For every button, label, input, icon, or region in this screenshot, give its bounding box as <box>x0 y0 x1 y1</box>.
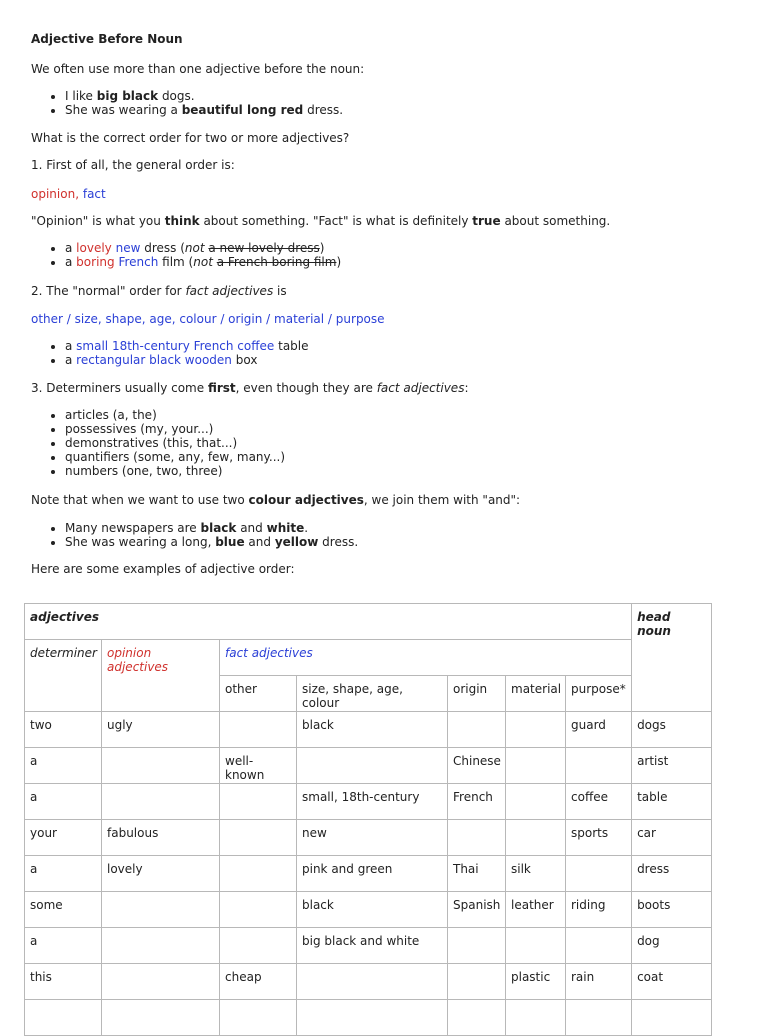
list-item: • articles (a, the) <box>65 408 285 422</box>
examples-intro: Here are some examples of adjective order: <box>31 562 295 576</box>
general-order: opinion, fact <box>31 187 106 201</box>
table-row: some black Spanish leather riding boots <box>25 892 712 928</box>
examples-list-1 <box>31 89 343 117</box>
definition-text: "Opinion" is what you think about something. "Fact" is what is definitely true about something. <box>31 214 611 228</box>
list-item: • Many newspapers are black and white. <box>65 521 358 535</box>
table-row: a small, 18th-century French coffee table <box>25 784 712 820</box>
determiners-list <box>31 408 285 478</box>
opinion-header: opinion adjectives <box>102 640 220 712</box>
list-item: • She was wearing a beautiful long red dress. <box>65 103 343 117</box>
colour-note: Note that when we want to use two colour adjectives, we join them with "and": <box>31 493 521 507</box>
table-row: your fabulous new sports car <box>25 820 712 856</box>
subheader-material: material <box>506 676 566 712</box>
table-row: two ugly black guard dogs <box>25 712 712 748</box>
point-2: 2. The "normal" order for fact adjectives is <box>31 284 287 298</box>
list-item: • a rectangular black wooden box <box>65 353 309 367</box>
list-item: • She was wearing a long, blue and yellow dress. <box>65 535 358 549</box>
list-item: • a lovely new dress (not a new lovely dress) <box>65 241 341 255</box>
normal-order: other / size, shape, age, colour / origin / material / purpose <box>31 312 385 326</box>
list-item: • a small 18th-century French coffee table <box>65 339 309 353</box>
list-item: • quantifiers (some, any, few, many...) <box>65 450 285 464</box>
point-1: 1. First of all, the general order is: <box>31 158 235 172</box>
list-item: • I like big black dogs. <box>65 89 343 103</box>
examples-list-3 <box>31 339 309 367</box>
head-noun-header: head noun <box>632 604 712 712</box>
determiner-header: determiner <box>25 640 102 712</box>
list-item: • demonstratives (this, that...) <box>65 436 285 450</box>
point-3: 3. Determiners usually come first, even though they are fact adjectives: <box>31 381 469 395</box>
subheader-other: other <box>220 676 297 712</box>
table-row: this cheap plastic rain coat <box>25 964 712 1000</box>
subheader-purpose: purpose* <box>566 676 632 712</box>
adjective-order-table <box>24 603 712 1036</box>
subheader-origin: origin <box>448 676 506 712</box>
page-title: Adjective Before Noun <box>31 32 183 46</box>
examples-list-4 <box>31 521 358 549</box>
list-item: • a boring French film (not a French boring film) <box>65 255 341 269</box>
intro-text: We often use more than one adjective before the noun: <box>31 62 365 76</box>
list-item: • possessives (my, your...) <box>65 422 285 436</box>
table-row: a big black and white dog <box>25 928 712 964</box>
table-row: a lovely pink and green Thai silk dress <box>25 856 712 892</box>
question-text: What is the correct order for two or more adjectives? <box>31 131 350 145</box>
table-row <box>25 1000 712 1036</box>
adjectives-header: adjectives <box>25 604 632 640</box>
fact-header: fact adjectives <box>220 640 632 676</box>
table-row: a well-known Chinese artist <box>25 748 712 784</box>
subheader-size: size, shape, age, colour <box>297 676 448 712</box>
list-item: • numbers (one, two, three) <box>65 464 285 478</box>
examples-list-2 <box>31 241 341 269</box>
